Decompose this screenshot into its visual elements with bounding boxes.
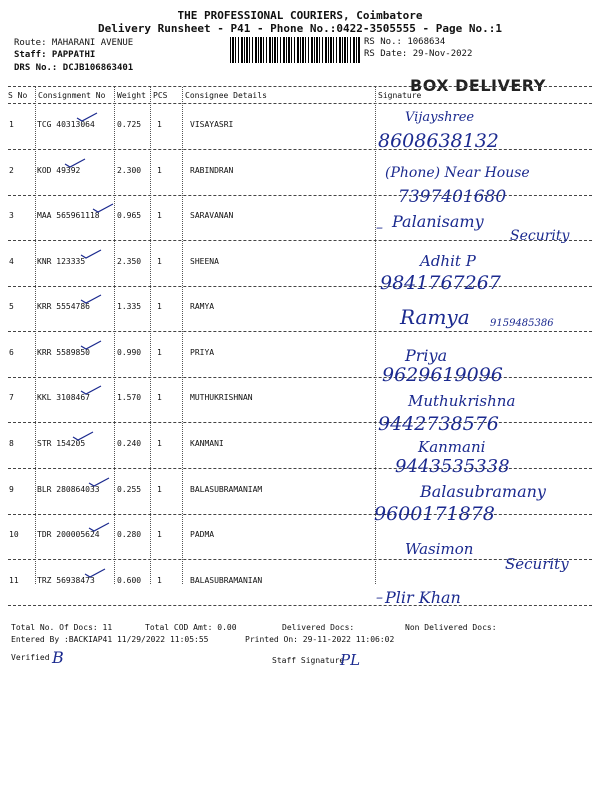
signature-name: Kanmani: [418, 438, 486, 456]
row-sno: 5: [9, 302, 14, 311]
signature-phone: 8608638132: [378, 130, 499, 152]
row-weight: 0.240: [117, 439, 142, 448]
rs-number: RS No.: 1068634: [364, 37, 446, 47]
row-weight: 0.280: [117, 530, 142, 539]
verified-signature: B: [52, 648, 64, 667]
drs-number: [14, 63, 133, 73]
signature-name: Adhit P: [420, 252, 476, 270]
row-rule: [8, 377, 592, 378]
row-pcs: 1: [157, 166, 162, 175]
signature-name: Palanisamy: [392, 212, 484, 231]
signature-phone: 9600171878: [374, 503, 495, 525]
row-rule: [8, 286, 592, 287]
check-mark-icon: [84, 568, 106, 578]
total-cod: Total COD Amt: 0.00: [145, 623, 237, 632]
row-rule: [8, 422, 592, 423]
staff-label: Staff: PAPPATHI: [14, 50, 96, 60]
check-mark-icon: [80, 340, 102, 350]
signature-note: Security: [505, 555, 569, 573]
header-top-rule: [8, 86, 592, 87]
check-mark-icon: [76, 112, 98, 122]
check-mark-icon: [80, 294, 102, 304]
row-sno: 1: [9, 120, 14, 129]
row-consignee: KANMANI: [190, 439, 224, 448]
col-weight: Weight: [117, 91, 146, 100]
row-weight: 2.350: [117, 257, 142, 266]
row-sno: 4: [9, 257, 14, 266]
table-row: [0, 576, 600, 622]
row-rule: [8, 331, 592, 332]
row-consignment: MAA 565961118: [37, 211, 100, 220]
row-consignee: SARAVANAN: [190, 211, 234, 220]
signature-phone: 9159485386: [490, 318, 554, 329]
row-consignee: BALASUBRAMANIAN: [190, 576, 263, 585]
row-pcs: 1: [157, 576, 162, 585]
check-mark-icon: [72, 431, 94, 441]
row-consignee: VISAYASRI: [190, 120, 234, 129]
verified-label: Verified: [11, 653, 50, 662]
signature-phone: 9841767267: [380, 272, 501, 294]
non-delivered-docs: Non Delivered Docs:: [405, 623, 497, 632]
total-docs: Total No. Of Docs: 11: [11, 623, 113, 632]
check-mark-icon: [88, 477, 110, 487]
signature-name: Plir Khan: [385, 588, 461, 607]
row-pcs: 1: [157, 257, 162, 266]
row-pcs: 1: [157, 530, 162, 539]
row-sno: 6: [9, 348, 14, 357]
row-pcs: 1: [157, 393, 162, 402]
signature-note: Security: [510, 228, 570, 244]
rs-date: RS Date: 29-Nov-2022: [364, 49, 473, 59]
signature-phone: 9629619096: [382, 364, 503, 386]
dash-mark: –: [376, 220, 383, 236]
signature-phone: 9442738576: [378, 413, 499, 435]
route-label: Route: MAHARANI AVENUE: [14, 38, 134, 48]
col-sno: S No: [8, 91, 28, 100]
col-consignment: Consignment No: [38, 91, 106, 100]
row-sno: 9: [9, 485, 14, 494]
row-sno: 11: [9, 576, 19, 585]
signature-name: Wasimon: [405, 540, 474, 558]
row-weight: 0.255: [117, 485, 142, 494]
row-pcs: 1: [157, 348, 162, 357]
row-weight: 1.335: [117, 302, 142, 311]
check-mark-icon: [88, 522, 110, 532]
row-consignment: KOD 49392: [37, 166, 81, 175]
row-consignment: KKL 3108467: [37, 393, 90, 402]
row-pcs: 1: [157, 485, 162, 494]
row-consignee: BALASUBRAMANIAM: [190, 485, 263, 494]
row-weight: 0.725: [117, 120, 142, 129]
row-pcs: 1: [157, 211, 162, 220]
signature-name: Priya: [405, 346, 448, 365]
row-sno: 2: [9, 166, 14, 175]
row-consignment: TCG 40313064: [37, 120, 95, 129]
runsheet-title: Delivery Runsheet - P41 - Phone No.:0422-3505555 - Page No.:1: [98, 22, 502, 35]
row-pcs: 1: [157, 439, 162, 448]
row-rule: [8, 514, 592, 515]
row-consignee: RAMYA: [190, 302, 215, 311]
row-weight: 0.965: [117, 211, 142, 220]
box-delivery-stamp: BOX DELIVERY: [410, 76, 546, 95]
dash-mark: –: [376, 590, 383, 606]
row-consignment: KRR 5589850: [37, 348, 90, 357]
row-consignment: TRZ 56938473: [37, 576, 95, 585]
row-pcs: 1: [157, 302, 162, 311]
col-consignee: Consignee Details: [185, 91, 267, 100]
row-rule: [8, 149, 592, 150]
col-signature: Signature: [378, 91, 422, 100]
signature-name: Ramya: [400, 305, 470, 329]
row-weight: 2.300: [117, 166, 142, 175]
row-sno: 10: [9, 530, 19, 539]
row-weight: 0.990: [117, 348, 142, 357]
row-consignment: STR 154205: [37, 439, 86, 448]
row-weight: 1.570: [117, 393, 142, 402]
signature-name: (Phone) Near House: [385, 165, 530, 181]
row-sno: 7: [9, 393, 14, 402]
check-mark-icon: [64, 158, 86, 168]
row-consignment: TDR 200005624: [37, 530, 100, 539]
staff-signature: PL: [340, 651, 361, 669]
row-sno: 3: [9, 211, 14, 220]
col-pcs: PCS: [153, 91, 168, 100]
signature-phone: 7397401680: [398, 187, 507, 207]
drs-value: DCJB106863401: [62, 63, 134, 73]
company-title: THE PROFESSIONAL COURIERS, Coimbatore: [177, 9, 423, 22]
row-consignee: RABINDRAN: [190, 166, 234, 175]
row-consignment: KRR 5554786: [37, 302, 90, 311]
signature-phone: 9443535338: [395, 456, 510, 477]
drs-label: DRS No.:: [14, 63, 58, 73]
row-rule: [8, 605, 592, 606]
row-consignment: BLR 280864033: [37, 485, 100, 494]
delivered-docs: Delivered Docs:: [282, 623, 355, 632]
signature-name: Muthukrishna: [408, 392, 516, 410]
row-consignee: SHEENA: [190, 257, 219, 266]
entered-by: Entered By :BACKIAP41 11/29/2022 11:05:55: [11, 635, 209, 644]
printed-on: Printed On: 29-11-2022 11:06:02: [245, 635, 395, 644]
check-mark-icon: [80, 249, 102, 259]
barcode: [230, 37, 360, 63]
table-row: [0, 120, 600, 166]
header-bottom-rule: [8, 103, 592, 104]
row-consignee: MUTHUKRISHNAN: [190, 393, 253, 402]
row-consignee: PRIYA: [190, 348, 215, 357]
staff-signature-label: Staff Signature: [272, 656, 345, 665]
row-consignment: KNR 123335: [37, 257, 86, 266]
row-pcs: 1: [157, 120, 162, 129]
row-rule: [8, 240, 592, 241]
row-sno: 8: [9, 439, 14, 448]
signature-name: Vijayshree: [405, 110, 475, 125]
check-mark-icon: [80, 385, 102, 395]
row-consignee: PADMA: [190, 530, 215, 539]
check-mark-icon: [92, 203, 114, 213]
row-weight: 0.600: [117, 576, 142, 585]
signature-name: Balasubramany: [420, 482, 546, 501]
